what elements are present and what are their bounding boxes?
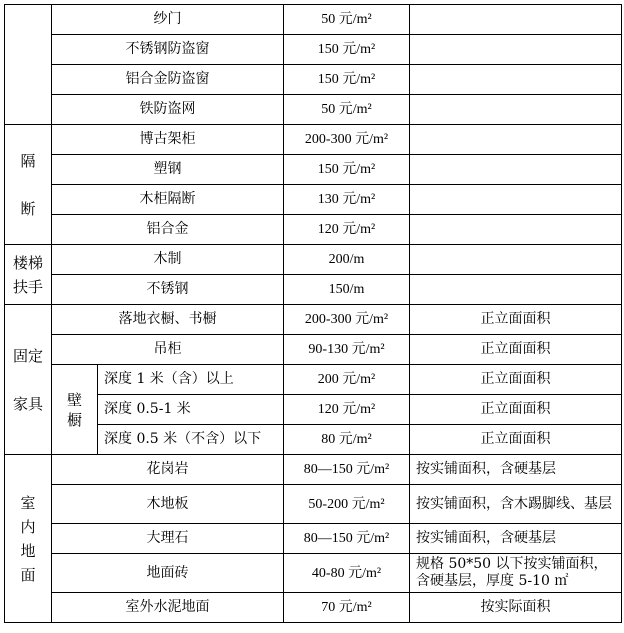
note-cell: 正立面面积 (410, 425, 622, 455)
price-cell: 200/m (284, 245, 410, 275)
item-cell: 吊柜 (52, 335, 284, 365)
price-cell: 150/m (284, 275, 410, 305)
note-cell (410, 5, 622, 35)
note-cell: 正立面面积 (410, 335, 622, 365)
price-cell: 130 元/m² (284, 185, 410, 215)
table-row (5, 395, 622, 425)
note-cell: 正立面面积 (410, 365, 622, 395)
table-row (5, 215, 622, 245)
note-cell (410, 215, 622, 245)
note-cell (410, 155, 622, 185)
category-fixed-furniture: 固定 家具 (5, 305, 52, 455)
table-row (5, 593, 622, 623)
item-cell: 木柜隔断 (52, 185, 284, 215)
table-row (5, 65, 622, 95)
item-cell: 铝合金 (52, 215, 284, 245)
item-cell: 纱门 (52, 5, 284, 35)
price-cell: 40-80 元/m² (284, 554, 410, 593)
item-cell: 铝合金防盗窗 (52, 65, 284, 95)
price-cell: 90-130 元/m² (284, 335, 410, 365)
price-cell: 120 元/m² (284, 215, 410, 245)
table-row (5, 155, 622, 185)
category-indoor-floor: 室 内 地 面 (5, 455, 52, 623)
note-cell: 按实铺面积，含硬基层 (410, 455, 622, 485)
category-stair-rail: 楼梯 扶手 (5, 245, 52, 305)
item-cell: 不锈钢防盗窗 (52, 35, 284, 65)
price-cell: 80—150 元/m² (284, 455, 410, 485)
table-row (5, 125, 622, 155)
item-cell: 木制 (52, 245, 284, 275)
note-cell (410, 185, 622, 215)
note-cell: 按实际面积 (410, 593, 622, 623)
price-cell: 150 元/m² (284, 35, 410, 65)
price-cell: 150 元/m² (284, 155, 410, 185)
table-row (5, 275, 622, 305)
category-cell-empty (5, 5, 52, 125)
category-wall-cabinet: 壁 橱 (52, 365, 98, 455)
table-row (5, 425, 622, 455)
table-row (5, 365, 622, 395)
note-cell (410, 65, 622, 95)
item-cell: 室外水泥地面 (52, 593, 284, 623)
note-cell: 正立面面积 (410, 395, 622, 425)
table-row (5, 455, 622, 485)
table-row (5, 95, 622, 125)
price-cell: 80 元/m² (284, 425, 410, 455)
price-cell: 50-200 元/m² (284, 485, 410, 524)
price-cell: 50 元/m² (284, 5, 410, 35)
note-cell (410, 275, 622, 305)
item-cell: 木地板 (52, 485, 284, 524)
price-cell: 120 元/m² (284, 395, 410, 425)
item-cell: 深度 0.5 米（不含）以下 (98, 425, 284, 455)
category-partition: 隔 断 (5, 125, 52, 245)
table-row (5, 524, 622, 554)
table-row (5, 554, 622, 593)
note-cell: 按实铺面积，含木踢脚线、基层 (410, 485, 622, 524)
table-row (5, 35, 622, 65)
table-row (5, 305, 622, 335)
price-cell: 200-300 元/m² (284, 305, 410, 335)
item-cell: 博古架柜 (52, 125, 284, 155)
table-row (5, 5, 622, 35)
price-table (4, 4, 622, 623)
note-cell (410, 95, 622, 125)
price-cell: 50 元/m² (284, 95, 410, 125)
note-cell: 规格 50*50 以下按实铺面积，含硬基层，厚度 5-10 ㎡ (410, 554, 622, 593)
price-cell: 200 元/m² (284, 365, 410, 395)
item-cell: 铁防盗网 (52, 95, 284, 125)
item-cell: 花岗岩 (52, 455, 284, 485)
item-cell: 深度 1 米（含）以上 (98, 365, 284, 395)
price-cell: 200-300 元/m² (284, 125, 410, 155)
note-cell: 正立面面积 (410, 305, 622, 335)
note-cell (410, 245, 622, 275)
note-cell (410, 35, 622, 65)
table-row (5, 335, 622, 365)
table-row (5, 185, 622, 215)
item-cell: 深度 0.5-1 米 (98, 395, 284, 425)
item-cell: 落地衣橱、书橱 (52, 305, 284, 335)
item-cell: 不锈钢 (52, 275, 284, 305)
table-row (5, 485, 622, 524)
table-row (5, 245, 622, 275)
item-cell: 大理石 (52, 524, 284, 554)
item-cell: 地面砖 (52, 554, 284, 593)
price-cell: 80—150 元/m² (284, 524, 410, 554)
note-cell (410, 125, 622, 155)
price-cell: 150 元/m² (284, 65, 410, 95)
price-cell: 70 元/m² (284, 593, 410, 623)
note-cell: 按实铺面积，含硬基层 (410, 524, 622, 554)
item-cell: 塑钢 (52, 155, 284, 185)
